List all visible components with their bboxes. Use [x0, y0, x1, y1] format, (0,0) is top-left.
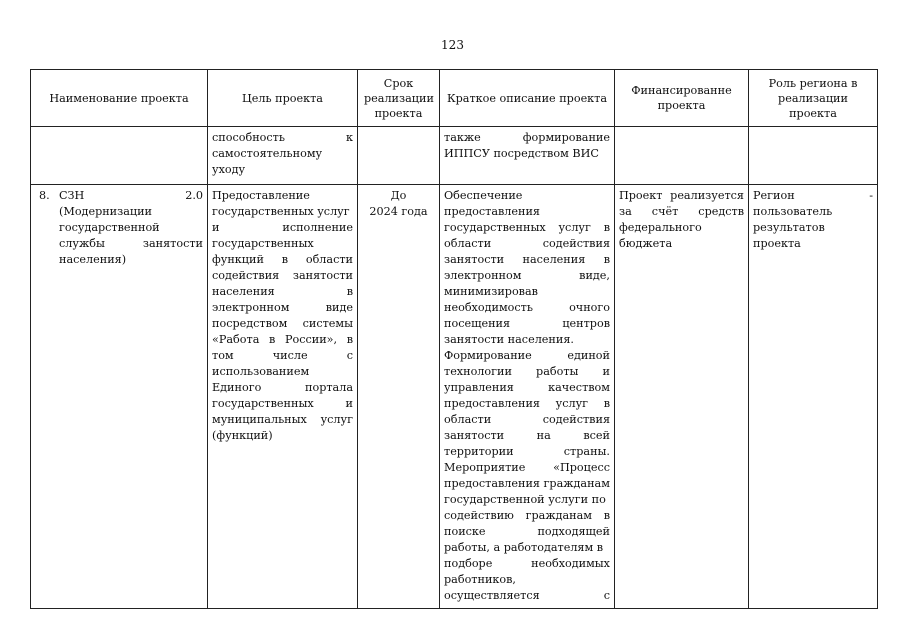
header-project-financing: Финансированне проекта [615, 70, 749, 127]
cell-project-goal [208, 185, 358, 609]
text-line: Мероприятие «Процесс [444, 461, 610, 474]
page-number: 123 [441, 38, 464, 52]
text-line: населения в [212, 285, 353, 298]
cell-region-role-continuation [749, 127, 878, 185]
header-region-role: Роль региона в реализации проекта [749, 70, 878, 127]
text-line: использованием [212, 365, 310, 378]
table-header-row [31, 70, 878, 127]
text-line: уходу [212, 163, 246, 176]
cell-project-description [440, 185, 615, 609]
text-line: федерального [619, 221, 702, 234]
text-line: необходимость очного [444, 301, 610, 314]
text-line: посредством системы [212, 317, 353, 330]
text-line: службы занятости [59, 237, 203, 250]
text-line: государственных услуг в [444, 221, 610, 234]
text-line: Предоставление [212, 189, 310, 202]
text-line: технологии работы и [444, 365, 610, 378]
text-line: также формирование [444, 131, 610, 144]
text-line: территории страны. [444, 445, 610, 458]
text-line: государственной [59, 221, 160, 234]
text-line: ИППСУ посредством ВИС [444, 147, 599, 160]
text-line: предоставления [444, 205, 540, 218]
text-line: государственных и [212, 397, 353, 410]
text-line: области содействия [444, 413, 610, 426]
text-line: населения) [59, 253, 127, 266]
header-project-goal: Цель проекта [208, 70, 358, 127]
text-line: пользователь [753, 205, 833, 218]
text-line: подборе необходимых [444, 557, 610, 570]
text-line: электронном виде, [444, 269, 610, 282]
text-line: минимизировав [444, 285, 538, 298]
text-line: (функций) [212, 429, 273, 442]
text-line: проекта [753, 237, 801, 250]
text-line: Проект реализуется [619, 189, 744, 202]
text-line: государственных услуг [212, 205, 350, 218]
projects-table [30, 69, 878, 609]
table-row-project [31, 185, 878, 609]
text-line: До [390, 189, 407, 202]
text-line: функций в области [212, 253, 353, 266]
header-project-term: Срок реализации проекта [358, 70, 440, 127]
cell-project-name [31, 185, 208, 609]
table-row-continuation [31, 127, 878, 185]
text-line: Обеспечение [444, 189, 523, 202]
text-line: поиске подходящей [444, 525, 610, 538]
text-line: бюджета [619, 237, 673, 250]
cell-description-continuation [440, 127, 615, 185]
text-line: Единого портала [212, 381, 353, 394]
cell-financing-continuation [615, 127, 749, 185]
text-line: Регион - [753, 189, 873, 202]
header-project-description: Краткое описание проекта [440, 70, 615, 127]
text-line: работы, а работодателям в [444, 541, 604, 554]
text-line: области содействия [444, 237, 610, 250]
cell-name-continuation [31, 127, 208, 185]
text-line: занятости населения. [444, 333, 574, 346]
text-line: содействия занятости [212, 269, 353, 282]
text-line: том числе с [212, 349, 353, 362]
text-line: осуществляется с [444, 589, 610, 602]
text-line: предоставления услуг в [444, 397, 610, 410]
text-line: работников, [444, 573, 516, 586]
text-line: самостоятельному [212, 147, 323, 160]
text-line: государственной услуги по [444, 493, 606, 506]
text-line: за счёт средств [619, 205, 744, 218]
text-line: способность к [212, 131, 353, 144]
project-name-text [35, 188, 203, 268]
row-number: 8. [39, 189, 50, 202]
text-line: результатов [753, 221, 825, 234]
cell-project-financing [615, 185, 749, 609]
text-line: посещения центров [444, 317, 610, 330]
text-line: (Модернизации [59, 205, 153, 218]
text-line: и исполнение [212, 221, 353, 234]
text-line: «Работа в России», в [212, 333, 353, 346]
text-line: СЗН 2.0 [59, 189, 203, 202]
text-line: электронном виде [212, 301, 353, 314]
text-line: муниципальных услуг [212, 413, 353, 426]
text-line: занятости населения в [444, 253, 610, 266]
text-line: 2024 года [369, 205, 428, 218]
cell-term-continuation [358, 127, 440, 185]
text-line: управления качеством [444, 381, 610, 394]
cell-goal-continuation [208, 127, 358, 185]
text-line: Формирование единой [444, 349, 610, 362]
text-line: предоставления гражданам [444, 477, 610, 490]
text-line: содействию гражданам в [444, 509, 610, 522]
cell-project-term [358, 185, 440, 609]
text-line: занятости на всей [444, 429, 610, 442]
text-line: государственных [212, 237, 314, 250]
cell-region-role [749, 185, 878, 609]
header-project-name: Наименование проекта [31, 70, 208, 127]
